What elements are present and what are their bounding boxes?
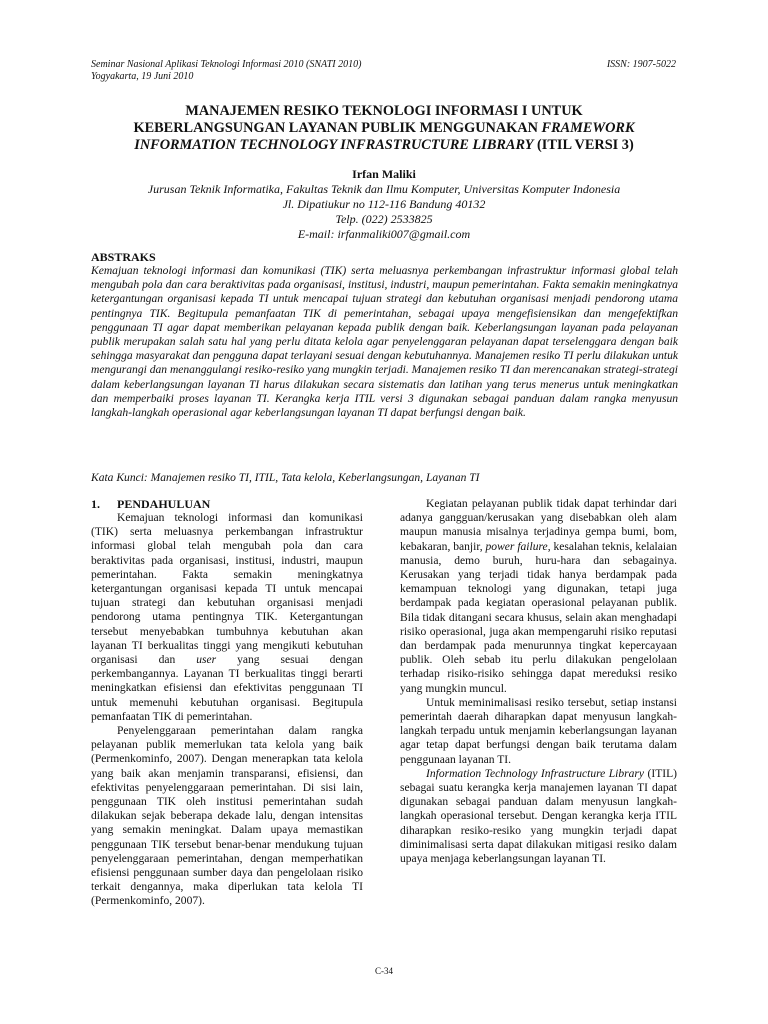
page-number: C-34 (375, 966, 393, 976)
author-email: E-mail: irfanmaliki007@gmail.com (297, 227, 471, 241)
paragraph: Kegiatan pelayanan publik tidak dapat terhindar dari adanya gangguan/kerusakan yang disebabkan oleh alam maupun manusia misalnya terjadinya gempa bumi, bom, kebakaran, banjir, power failure, kesalahan teknis, kelalaian manusia, demo buruh, huru-hara dan sebagainya. Kerusakan yang terjadi tidak hanya berdampak pada kemampuan teknologi yang digunakan, tetapi juga berdampak pada kegiatan operasional pelayanan publik. Bila tidak ditangani secara khusus, selain akan menghadapi risiko operasional, juga akan mempengaruhi risiko reputasi dan berdampak pada menurunnya tingkat kepercayaan publik. Oleh sebab itu perlu dilakukan pengelolaan terhadap risiko-risiko sehingga dapat mereduksi resiko yang mungkin muncul. (400, 498, 677, 695)
keywords: Kata Kunci: Manajemen resiko TI, ITIL, Tata kelola, Keberlangsungan, Layanan TI (91, 472, 480, 484)
author-affiliation: Jurusan Teknik Informatika, Fakultas Teknik dan Ilmu Komputer, Universitas Komputer Indonesia (147, 182, 621, 196)
title-line-2: KEBERLANGSUNGAN LAYANAN PUBLIK MENGGUNAKAN FRAMEWORK (133, 120, 635, 136)
abstract (91, 250, 678, 420)
issn: ISSN: 1907-5022 (606, 59, 676, 70)
title-line-1: MANAJEMEN RESIKO TEKNOLOGI INFORMASI I UNTUK (185, 103, 583, 119)
paragraph: Information Technology Infrastructure Library (ITIL) sebagai suatu kerangka kerja manajemen layanan TI dapat digunakan sebagai panduan dalam menyusun langkah-langkah operasional tersebut. Dengan kerangka kerja ITIL diharapkan resiko-resiko yang mungkin terjadi dapat diminimalisasi serta dapat dilakukan mitigasi resiko dalam upaya menjaga keberlangsungan layanan TI. (400, 767, 678, 866)
author-address: Jl. Dipatiukur no 112-116 Bandung 40132 (282, 197, 486, 211)
column-right (400, 497, 677, 866)
running-header-left (91, 59, 361, 83)
author-block (80, 167, 688, 242)
author-name: Irfan Maliki (352, 167, 416, 181)
paragraph: Kemajuan teknologi informasi dan komunikasi (TIK) serta meluasnya perkembangan infrastruktur informasi global telah mengubah pola dan cara beraktivitas pada organisasi, institusi, industri, maupun pemerintahan. Fakta semakin meningkatnya ketergantungan organisasi kepada TI untuk mencapai tujuan strategi dan kebutuhan organisasi menjadi pendorong utama pentingnya TIK. Ketergantungan tersebut menyebabkan tumbuhnya kebutuhan akan layanan TI berkualitas tinggi yang mengikuti kebutuhan organisasi dan user yang sesuai dengan perkembangannya. Layanan TI berkualitas tinggi berarti meningkatkan efisiensi dan efektivitas penggunaan TI untuk memenuhi kebutuhan organisasi. Begitupula pemanfaatan TIK di pemerintahan. (91, 512, 364, 723)
title-line-3: INFORMATION TECHNOLOGY INFRASTRUCTURE LIBRARY (ITIL VERSI 3) (134, 137, 634, 153)
paper-title (80, 103, 688, 154)
author-phone: Telp. (022) 2533825 (335, 212, 433, 226)
paragraph: Penyelenggaraan pemerintahan dalam rangka pelayanan publik memerlukan tata kelola yang baik (Permenkominfo, 2007). Dengan menerapkan tata kelola yang baik akan menjamin transparansi, efisiensi, dan efektivitas penyelenggaraan pemerintahan. Di sisi lain, penggunaan TIK oleh institusi pemerintahan sudah dilakukan sejak beberapa dekade lalu, dengan intensitas yang semakin meningkat. Dalam upaya memastikan penggunaan TIK tersebut benar-benar mendukung tujuan penyelenggaraan pemerintahan, dengan memperhatikan efisiensi penggunaan sumber daya dan pengelolaan risiko terkait dengannya, maka diperlukan tata kelola TI (Permenkominfo, 2007). (91, 725, 363, 908)
abstract-body: Kemajuan teknologi informasi dan komunikasi (TIK) serta meluasnya perkembangan infrastruktur informasi global telah mengubah pola dan cara beraktivitas pada organisasi, institusi, industri, maupun pemerintahan. Fakta semakin meningkatnya ketergantungan organisasi kepada TI untuk mencapai tujuan strategi dan kebutuhan organisasi menjadi pendorong utama pentingnya TIK. Begitupula pemanfaatan TIK di pemerintahan, sebagai upaya mengefisiensikan dan mengefektifkan penggunaan TI agar dapat memberikan pelayanan kepada publik dengan baik. Keberlangsungan layanan pada pelayanan publik merupakan salah satu hal yang perlu ditata kelola agar penyelenggaran pelayanan dapat terselenggara dengan baik sehingga masyarakat dan pengguna dapat terlayani sesuai dengan kebutuhannya. Manajemen resiko TI perlu dilakukan untuk mengurangi dan menanggulangi resiko-resiko yang mungkin terjadi. Manajemen resiko TI dan merencanakan strategi-strategi dalam keberlangsungan layanan TI harus dilakukan secara sistematis dan latihan yang terus menerus untuk meningkatkan dan memperbaiki proses layanan TI. Kerangka kerja ITIL versi 3 digunakan sebagai panduan dalam rangka menyusun langkah-langkah operasional agar keberlangsungan layanan TI dapat berfungsi dengan baik. (91, 265, 678, 420)
column-left (91, 497, 363, 909)
section-title: PENDAHULUAN (117, 497, 211, 511)
section-heading (91, 497, 363, 511)
abstract-heading: ABSTRAKS (91, 250, 156, 264)
seminar-location-date: Yogyakarta, 19 Juni 2010 (91, 71, 194, 82)
section-number: 1. (91, 497, 100, 511)
seminar-name: Seminar Nasional Aplikasi Teknologi Informasi 2010 (SNATI 2010) (91, 59, 362, 70)
paragraph: Untuk meminimalisasi resiko tersebut, setiap instansi pemerintah daerah diharapkan dapat menyusun langkah-langkah terpadu untuk menjamin keberlangsungan layanan agar tetap dapat berfungsi dengan baik terutama dalam penggunaan layanan TI. (400, 696, 677, 766)
